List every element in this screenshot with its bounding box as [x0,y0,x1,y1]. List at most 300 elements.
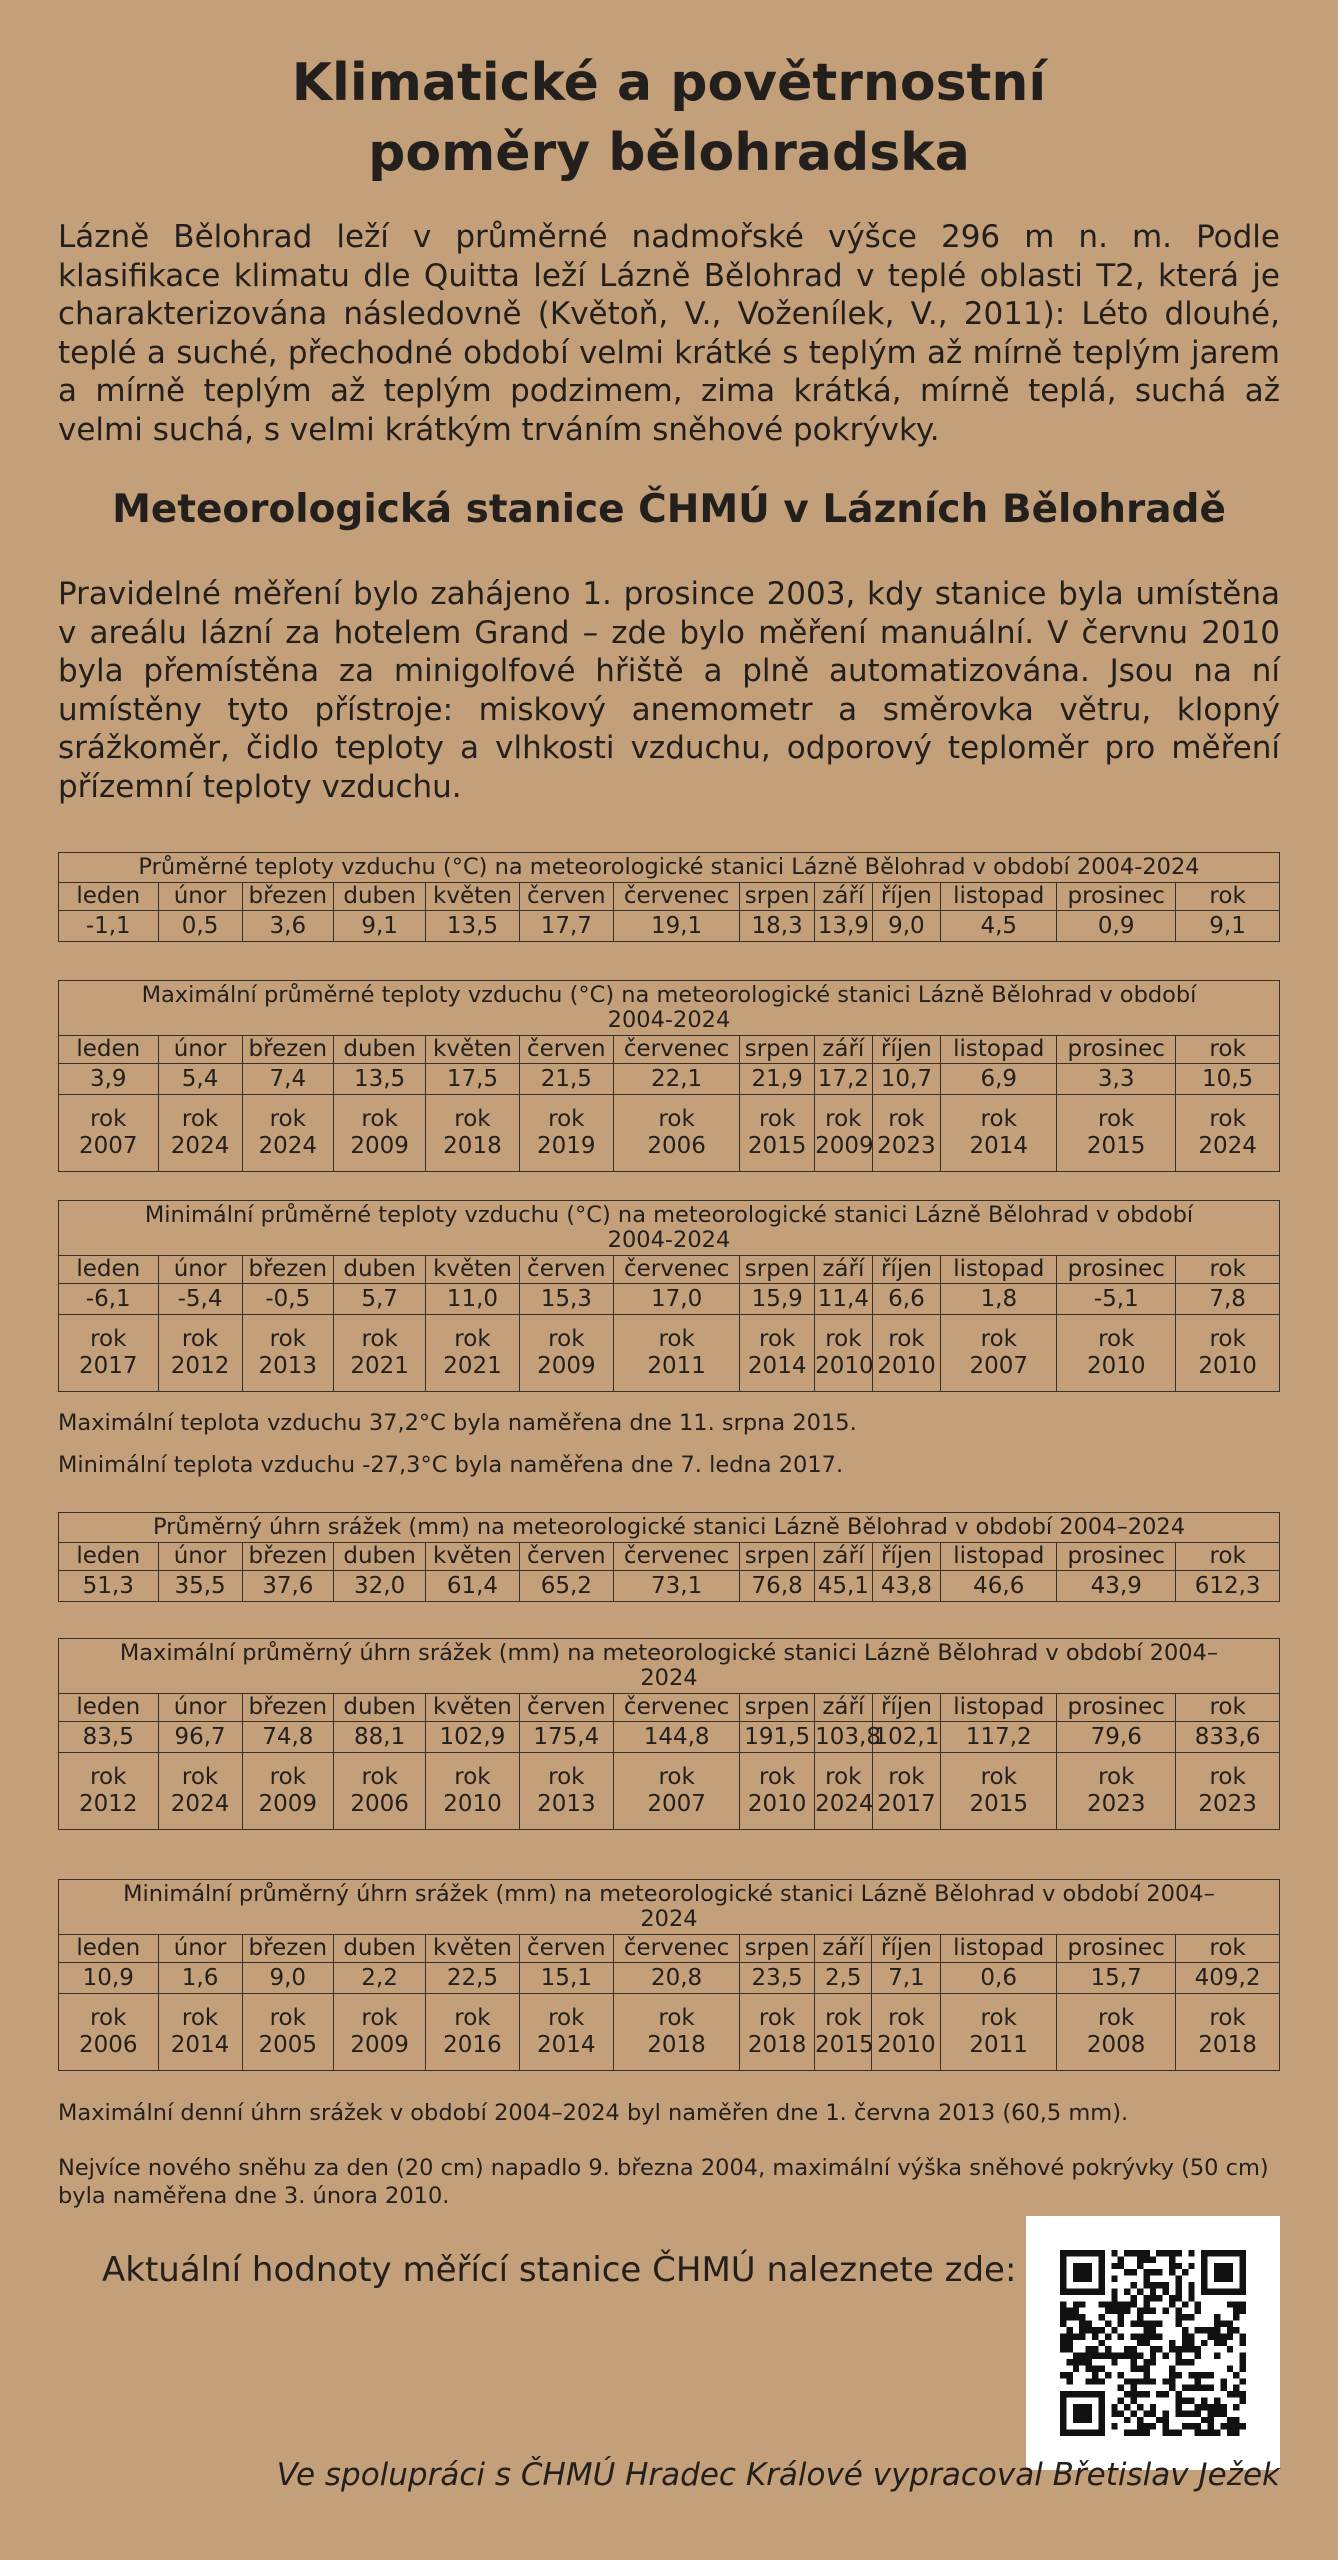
year-cell [815,1753,872,1830]
month-header: rok [1176,1935,1280,1963]
year-word: rok [759,1326,796,1352]
year-word: rok [181,1326,219,1352]
value-cell: 15,7 [1057,1963,1176,1994]
year-word: rok [361,2005,398,2031]
value-cell: 9,1 [333,911,425,942]
value-cell: 61,4 [426,1571,519,1602]
year-value: 2010 [877,2032,936,2058]
credits-footer: Ve spolupráci s ČHMÚ Hradec Králové vypracoval Břetislav Ježek [276,2457,1280,2493]
month-header: leden [59,1036,159,1064]
month-header: březen [242,883,333,911]
year-cell [519,1753,613,1830]
intro-paragraph: Lázně Bělohrad leží v průměrné nadmořské výšce 296 m n. m. Podle klasifikace klimatu dle Quitta leží Lázně Bělohrad v teplé oblasti T2, která je charakterizována následovně (Květoň, V., Voženílek, V., 2011): Léto dlouhé, teplé a suché, přechodné období velmi krátké s teplým až mírně teplým jarem a mírně teplým až teplým podzimem, zima krátká, mírně teplá, suchá až velmi suchá, s velmi krátkým trváním sněhové pokrývky. [58,219,1280,448]
month-header: leden [59,1935,159,1963]
value-cell: 3,3 [1057,1064,1176,1095]
year-word: rok [1098,1764,1135,1790]
year-value: 2015 [747,1133,807,1159]
table-caption: Průměrné teploty vzduchu (°C) na meteorologické stanici Lázně Bělohrad v období 2004-2024 [59,853,1280,883]
year-word: rok [658,1764,695,1790]
value-cell: 17,5 [426,1064,519,1095]
month-header: listopad [941,1694,1057,1722]
year-value: 2012 [170,1353,230,1379]
year-value: 2010 [1198,1353,1257,1379]
year-value: 2018 [747,2032,807,2058]
qr-label: Aktuální hodnoty měřící stanice ČHMÚ naleznete zde: [102,2250,1017,2290]
year-cell [242,1753,333,1830]
value-cell: 11,0 [426,1284,519,1315]
month-header: listopad [941,883,1057,911]
value-cell: 833,6 [1176,1722,1280,1753]
climate-table [58,1200,1280,1392]
month-header: prosinec [1057,1694,1176,1722]
month-header: září [815,1543,872,1571]
year-value: 2006 [647,1133,706,1159]
month-header: únor [158,1694,242,1722]
year-cell [59,1753,159,1830]
year-cell [614,1315,740,1392]
value-cell: 10,5 [1176,1064,1280,1095]
month-header: únor [158,1036,242,1064]
year-value: 2019 [537,1133,596,1159]
value-cell: 5,4 [158,1064,242,1095]
year-word: rok [181,2005,219,2031]
month-header: červen [519,883,613,911]
year-word: rok [361,1764,398,1790]
month-header: červen [519,1256,613,1284]
year-cell [519,1994,613,2071]
year-value: 2011 [647,1353,706,1379]
value-cell: -1,1 [59,911,159,942]
year-word: rok [758,1106,796,1132]
year-cell [158,1753,242,1830]
year-word: rok [1209,1106,1246,1132]
month-header: rok [1176,1036,1280,1064]
year-cell [158,1315,242,1392]
month-header: květen [426,1543,519,1571]
year-cell [740,1994,815,2071]
year-value: 2024 [170,1791,230,1817]
year-word: rok [548,1106,585,1132]
year-cell [333,1315,425,1392]
year-cell [613,1994,739,2071]
year-cell [1057,1753,1176,1830]
year-cell [1176,1095,1280,1172]
year-value: 2006 [78,2032,138,2058]
value-cell: 9,1 [1176,911,1280,942]
month-header: březen [242,1935,333,1963]
year-cell [426,1994,519,2071]
year-value: 2011 [969,2032,1028,2058]
year-word: rok [658,1326,695,1352]
year-word: rok [825,1326,862,1352]
value-cell: 46,6 [941,1571,1057,1602]
page-title [0,48,1338,188]
month-header: říjen [872,1694,941,1722]
value-cell: 10,7 [872,1064,941,1095]
value-cell: 17,7 [519,911,613,942]
year-word: rok [658,2005,695,2031]
month-header: srpen [740,883,815,911]
year-word: rok [181,1764,219,1790]
year-word: rok [1098,1106,1135,1132]
value-cell: 74,8 [242,1722,333,1753]
title-line-1: Klimatické a povětrnostní [291,53,1047,113]
year-word: rok [90,1326,127,1352]
year-word: rok [758,2005,796,2031]
year-cell [1057,1095,1176,1172]
value-cell: 37,6 [242,1571,333,1602]
year-word: rok [90,1106,127,1132]
month-header: únor [158,1935,242,1963]
year-cell [158,1994,242,2071]
year-value: 2009 [258,1791,318,1817]
value-cell: 117,2 [941,1722,1057,1753]
month-header: říjen [872,1543,941,1571]
value-cell: 0,5 [158,911,242,942]
value-cell: 6,6 [872,1284,941,1315]
year-word: rok [454,1106,491,1132]
month-header: duben [333,883,425,911]
year-word: rok [888,1326,925,1352]
year-cell [872,1994,941,2071]
year-word: rok [548,1764,585,1790]
month-header: leden [59,883,159,911]
year-value: 2009 [350,1133,409,1159]
title-line-2: poměry bělohradska [368,123,970,183]
month-header: srpen [740,1036,815,1064]
value-cell: -5,4 [158,1284,242,1315]
year-value: 2024 [1198,1133,1257,1159]
year-cell [614,1095,740,1172]
month-header: srpen [740,1256,815,1284]
year-value: 2023 [1086,1791,1146,1817]
year-value: 2015 [815,2032,874,2058]
month-header: prosinec [1057,1543,1176,1571]
year-word: rok [361,1106,398,1132]
note-max-daily-precip: Maximální denní úhrn srážek v období 2004–2024 byl naměřen dne 1. června 2013 (60,5 mm). [58,2100,1129,2126]
value-cell: 409,2 [1176,1963,1280,1994]
year-word: rok [1097,2005,1135,2031]
year-cell [941,1994,1057,2071]
month-header: červenec [614,1543,740,1571]
value-cell: 0,9 [1057,911,1176,942]
year-value: 2007 [969,1353,1029,1379]
year-word: rok [548,1326,585,1352]
year-value: 2021 [443,1353,502,1379]
year-value: 2013 [258,1353,318,1379]
value-cell: 13,5 [333,1064,425,1095]
month-header: listopad [941,1543,1057,1571]
month-header: srpen [740,1543,815,1571]
year-cell [59,1095,159,1172]
year-value: 2009 [350,2032,409,2058]
year-cell [59,1994,159,2071]
year-cell [872,1315,941,1392]
year-word: rok [269,1764,306,1790]
value-cell: 73,1 [614,1571,740,1602]
month-header: červenec [614,1036,740,1064]
year-value: 2008 [1086,2032,1146,2058]
month-header: prosinec [1057,1256,1176,1284]
month-header: listopad [941,1256,1057,1284]
value-cell: 7,8 [1176,1284,1280,1315]
month-header: září [815,1256,872,1284]
year-word: rok [980,2005,1017,2031]
year-cell [1176,1315,1280,1392]
year-value: 2023 [877,1133,936,1159]
value-cell: 45,1 [815,1571,872,1602]
year-value: 2010 [1087,1353,1146,1379]
month-header: rok [1176,1694,1280,1722]
month-header: červen [519,1036,613,1064]
month-header: červen [519,1694,613,1722]
year-value: 2013 [537,1791,596,1817]
month-header: červenec [614,1694,740,1722]
value-cell: 17,2 [815,1064,872,1095]
month-header: srpen [740,1694,815,1722]
month-header: říjen [872,1935,941,1963]
month-header: březen [242,1543,333,1571]
year-word: rok [1209,1764,1246,1790]
value-cell: 612,3 [1176,1571,1280,1602]
year-value: 2006 [350,1791,409,1817]
year-value: 2010 [443,1791,502,1817]
month-header: září [815,1694,872,1722]
year-word: rok [888,1764,925,1790]
qr-code[interactable] [1026,2216,1280,2470]
value-cell: 175,4 [519,1722,613,1753]
month-header: březen [242,1694,333,1722]
year-cell [614,1753,740,1830]
value-cell: 4,5 [941,911,1057,942]
value-cell: 43,8 [872,1571,941,1602]
value-cell: 0,6 [941,1963,1057,1994]
month-header: říjen [872,1256,941,1284]
year-value: 2023 [1198,1791,1257,1817]
year-cell [426,1753,519,1830]
year-value: 2014 [537,2032,596,2058]
year-value: 2024 [815,1791,874,1817]
year-word: rok [888,1106,925,1132]
note-max-temp: Maximální teplota vzduchu 37,2°C byla naměřena dne 11. srpna 2015. [58,1410,857,1436]
year-word: rok [269,1326,306,1352]
value-cell: 22,1 [614,1064,740,1095]
year-word: rok [90,1764,127,1790]
value-cell: 2,5 [815,1963,872,1994]
value-cell: 32,0 [333,1571,425,1602]
value-cell: 17,0 [614,1284,740,1315]
month-header: duben [333,1256,425,1284]
month-header: září [815,1935,872,1963]
climate-table [58,852,1280,942]
year-value: 2018 [647,2032,706,2058]
year-cell [872,1095,941,1172]
year-word: rok [269,2005,306,2031]
climate-table [58,1512,1280,1602]
value-cell: 88,1 [333,1722,425,1753]
value-cell: 7,4 [242,1064,333,1095]
year-cell [519,1095,613,1172]
month-header: červen [519,1543,613,1571]
year-value: 2017 [877,1791,936,1817]
month-header: březen [242,1256,333,1284]
value-cell: 18,3 [740,911,815,942]
value-cell: 79,6 [1057,1722,1176,1753]
month-header: prosinec [1057,1935,1176,1963]
month-header: duben [333,1935,425,1963]
value-cell: 11,4 [815,1284,872,1315]
value-cell: 15,9 [740,1284,815,1315]
station-paragraph: Pravidelné měření bylo zahájeno 1. prosince 2003, kdy stanice byla umístěna v areálu lázní za hotelem Grand – zde bylo měření manuální. V červnu 2010 byla přemístěna za minigolfové hřiště a plně automatizována. Jsou na ní umístěny tyto přístroje: miskový anemometr a směrovka větru, klopný srážkoměr, čidlo teploty a vlhkosti vzduchu, odporový teploměr pro měření přízemní teploty vzduchu. [58,576,1280,805]
value-cell: 3,9 [59,1064,159,1095]
year-word: rok [454,1326,491,1352]
table-caption: Minimální průměrný úhrn srážek (mm) na meteorologické stanici Lázně Bělohrad v období 2004–2024 [59,1880,1280,1935]
value-cell: 191,5 [740,1722,815,1753]
value-cell: 96,7 [158,1722,242,1753]
climate-table [58,1879,1280,2071]
year-cell [815,1095,872,1172]
year-cell [941,1315,1057,1392]
climate-table [58,980,1280,1172]
month-header: prosinec [1057,883,1176,911]
month-header: listopad [941,1036,1057,1064]
year-value: 2005 [258,2032,318,2058]
year-cell [1057,1994,1176,2071]
value-cell: 7,1 [872,1963,941,1994]
month-header: leden [59,1543,159,1571]
year-word: rok [1209,2005,1246,2031]
year-word: rok [454,1764,491,1790]
month-header: březen [242,1036,333,1064]
year-cell [333,1095,425,1172]
year-cell [941,1095,1057,1172]
note-snow: Nejvíce nového sněhu za den (20 cm) napadlo 9. března 2004, maximální výška sněhové pokrývky (50 cm) byla naměřena dne 3. února 2010. [58,2155,1269,2209]
year-value: 2021 [350,1353,409,1379]
month-header: květen [426,883,519,911]
month-header: duben [333,1036,425,1064]
month-header: červenec [614,1256,740,1284]
table-caption: Průměrný úhrn srážek (mm) na meteorologické stanici Lázně Bělohrad v období 2004–2024 [59,1513,1280,1543]
month-header: květen [426,1036,519,1064]
table-caption: Maximální průměrné teploty vzduchu (°C) na meteorologické stanici Lázně Bělohrad v období 2004-2024 [59,981,1280,1036]
year-cell [333,1994,425,2071]
year-word: rok [658,1106,695,1132]
note-min-temp: Minimální teplota vzduchu -27,3°C byla naměřena dne 7. ledna 2017. [58,1452,844,1478]
month-header: leden [59,1256,159,1284]
value-cell: -5,1 [1057,1284,1176,1315]
year-value: 2010 [815,1353,874,1379]
year-cell [242,1994,333,2071]
value-cell: 15,3 [519,1284,613,1315]
value-cell: 22,5 [426,1963,519,1994]
year-cell [1176,1994,1280,2071]
month-header: červenec [613,1935,739,1963]
value-cell: 102,1 [872,1722,941,1753]
value-cell: 102,9 [426,1722,519,1753]
year-word: rok [825,2005,862,2031]
year-word: rok [548,2005,585,2031]
year-value: 2017 [78,1353,138,1379]
year-cell [242,1095,333,1172]
month-header: květen [426,1256,519,1284]
value-cell: 76,8 [740,1571,815,1602]
month-header: duben [333,1694,425,1722]
year-value: 2009 [537,1353,596,1379]
year-cell [941,1753,1057,1830]
value-cell: 9,0 [242,1963,333,1994]
month-header: červen [519,1935,613,1963]
year-value: 2007 [78,1133,138,1159]
table-caption: Minimální průměrné teploty vzduchu (°C) na meteorologické stanici Lázně Bělohrad v období 2004-2024 [59,1201,1280,1256]
value-cell: 21,5 [519,1064,613,1095]
value-cell: 2,2 [333,1963,425,1994]
year-value: 2010 [877,1353,936,1379]
year-value: 2018 [1198,2032,1257,2058]
year-word: rok [825,1764,862,1790]
month-header: únor [158,883,242,911]
qr-code-image[interactable] [1060,2250,1246,2436]
value-cell: 144,8 [614,1722,740,1753]
value-cell: 3,6 [242,911,333,942]
year-word: rok [454,2005,491,2031]
year-word: rok [1209,1326,1246,1352]
year-value: 2010 [747,1791,807,1817]
month-header: leden [59,1694,159,1722]
year-cell [1176,1753,1280,1830]
year-value: 2014 [747,1353,807,1379]
month-header: rok [1176,883,1280,911]
year-cell [740,1315,815,1392]
year-word: rok [980,1106,1017,1132]
value-cell: 10,9 [59,1963,159,1994]
year-value: 2016 [443,2032,502,2058]
month-header: květen [426,1694,519,1722]
month-header: rok [1176,1256,1280,1284]
value-cell: 19,1 [614,911,740,942]
year-word: rok [758,1764,796,1790]
value-cell: 9,0 [872,911,941,942]
year-cell [426,1315,519,1392]
year-value: 2014 [969,1133,1028,1159]
year-cell [1057,1315,1176,1392]
month-header: listopad [941,1935,1057,1963]
year-cell [872,1753,941,1830]
year-cell [740,1753,815,1830]
year-cell [242,1315,333,1392]
year-value: 2009 [815,1133,874,1159]
month-header: prosinec [1057,1036,1176,1064]
month-header: únor [158,1256,242,1284]
year-cell [815,1994,872,2071]
value-cell: 43,9 [1057,1571,1176,1602]
year-word: rok [888,2005,925,2031]
value-cell: 21,9 [740,1064,815,1095]
year-value: 2012 [78,1791,138,1817]
month-header: duben [333,1543,425,1571]
month-header: rok [1176,1543,1280,1571]
value-cell: 5,7 [333,1284,425,1315]
value-cell: -0,5 [242,1284,333,1315]
year-cell [333,1753,425,1830]
value-cell: 15,1 [519,1963,613,1994]
value-cell: 1,6 [158,1963,242,1994]
year-value: 2015 [1086,1133,1146,1159]
year-cell [59,1315,159,1392]
year-value: 2015 [969,1791,1029,1817]
year-value: 2014 [170,2032,230,2058]
value-cell: 13,5 [426,911,519,942]
month-header: září [815,1036,872,1064]
